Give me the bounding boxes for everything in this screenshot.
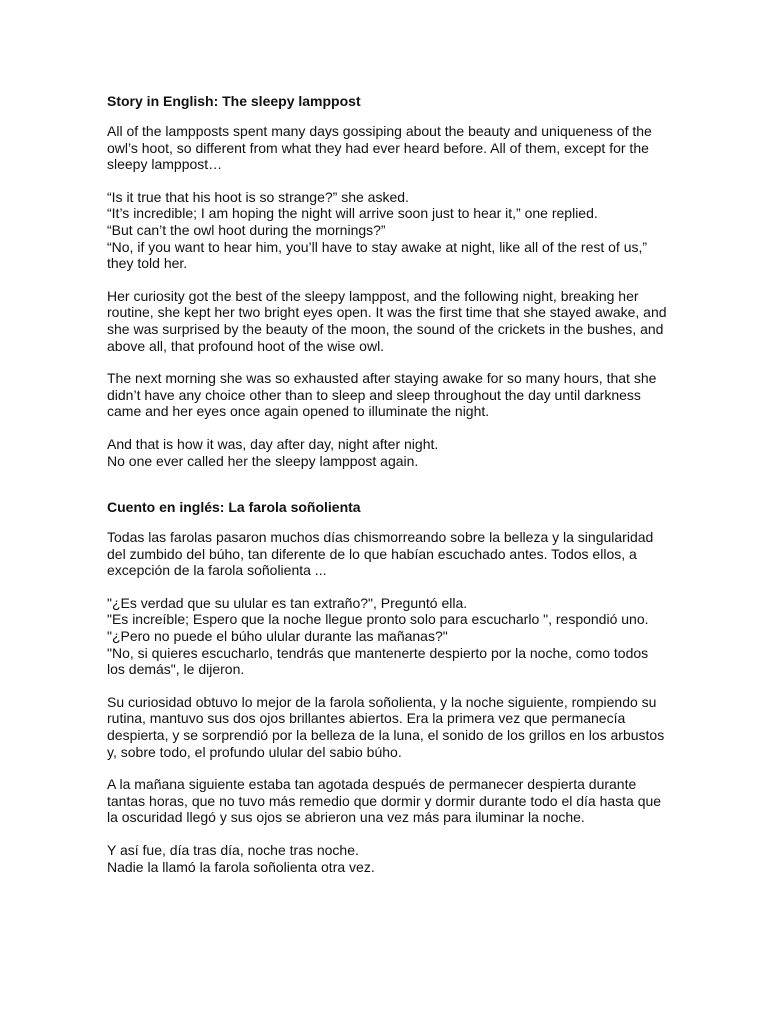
text-line: A la mañana siguiente estaba tan agotada después de permanecer despierta durante xyxy=(107,776,637,793)
spanish-story-title: Cuento en inglés: La farola soñolienta xyxy=(107,499,361,516)
text-line: "¿Pero no puede el búho ulular durante las mañanas?" xyxy=(107,628,448,645)
text-line: "Es increíble; Espero que la noche llegue pronto solo para escucharlo ", respondió uno. xyxy=(107,611,649,628)
text-line: came and her eyes once again opened to illuminate the night. xyxy=(107,403,490,420)
text-line: they told her. xyxy=(107,255,188,272)
text-line: No one ever called her the sleepy lamppost again. xyxy=(107,452,419,469)
english-story-title: Story in English: The sleepy lamppost xyxy=(107,93,361,109)
spanish-paragraph-5 xyxy=(107,842,667,875)
text-line: “Is it true that his hoot is so strange?” she asked. xyxy=(107,188,409,205)
text-line: Su curiosidad obtuvo lo mejor de la farola soñolienta, y la noche siguiente, rompiendo su xyxy=(107,693,657,710)
text-line: Her curiosity got the best of the sleepy lamppost, and the following night, breaking her xyxy=(107,287,639,304)
text-line: “It’s incredible; I am hoping the night will arrive soon just to hear it,” one replied. xyxy=(107,205,598,222)
spanish-story-section xyxy=(107,499,667,875)
text-line: owl’s hoot, so different from what they had ever heard before. All of them, except for the xyxy=(107,139,649,156)
text-line: del zumbido del búho, tan diferente de lo que habían escuchado antes. Todos ellos, a xyxy=(107,545,637,562)
spanish-dialogue xyxy=(107,595,667,678)
text-line: sleepy lamppost… xyxy=(107,156,223,173)
text-line: "No, si quieres escucharlo, tendrás que mantenerte despierto por la noche, como todos xyxy=(107,644,649,661)
english-dialogue xyxy=(107,189,667,272)
text-line: routine, she kept her two bright eyes open. It was the first time that she stayed awake, and xyxy=(107,304,667,321)
text-line: Nadie la llamó la farola soñolienta otra vez. xyxy=(107,858,375,875)
english-paragraph-1 xyxy=(107,123,667,173)
text-line: And that is how it was, day after day, night after night. xyxy=(107,435,439,452)
text-line: “But can’t the owl hoot during the mornings?” xyxy=(107,221,386,238)
text-line: la oscuridad llegó y sus ojos se abrieron una vez más para iluminar la noche. xyxy=(107,809,585,826)
text-line: above all, that profound hoot of the wise owl. xyxy=(107,337,385,354)
section-spacer xyxy=(107,485,667,499)
text-line: "¿Es verdad que su ulular es tan extraño?", Preguntó ella. xyxy=(107,594,468,611)
english-story-section xyxy=(107,93,667,469)
text-line: “No, if you want to hear him, you’ll have to stay awake at night, like all of the rest of us,” xyxy=(107,238,648,255)
text-line: she was surprised by the beauty of the moon, the sound of the crickets in the bushes, and xyxy=(107,320,664,337)
english-paragraph-4 xyxy=(107,370,667,420)
text-line: tantas horas, que no tuvo más remedio que dormir y dormir durante todo el día hasta que xyxy=(107,792,662,809)
text-line: excepción de la farola soñolienta ... xyxy=(107,562,327,579)
spanish-paragraph-4 xyxy=(107,776,667,826)
text-line: All of the lampposts spent many days gossiping about the beauty and uniqueness of the xyxy=(107,123,652,139)
text-line: Todas las farolas pasaron muchos días chismorreando sobre la belleza y la singularidad xyxy=(107,529,654,546)
text-line: Y así fue, día tras día, noche tras noche. xyxy=(107,842,359,858)
english-paragraph-5 xyxy=(107,436,667,469)
text-line: los demás", le dijeron. xyxy=(107,661,245,678)
text-line: rutina, mantuvo sus dos ojos brillantes abiertos. Era la primera vez que permanecía xyxy=(107,710,626,727)
spanish-paragraph-3 xyxy=(107,694,667,760)
english-paragraph-3 xyxy=(107,288,667,354)
text-line: despierta, y se sorprendió por la belleza de la luna, el sonido de los grillos en los arbustos xyxy=(107,727,665,744)
spanish-paragraph-1 xyxy=(107,529,667,579)
text-line: y, sobre todo, el profundo ulular del sabio búho. xyxy=(107,743,402,760)
text-line: The next morning she was so exhausted after staying awake for so many hours, that she xyxy=(107,370,657,387)
document-page xyxy=(107,93,667,891)
text-line: didn’t have any choice other than to sleep and sleep throughout the day until darkness xyxy=(107,386,641,403)
